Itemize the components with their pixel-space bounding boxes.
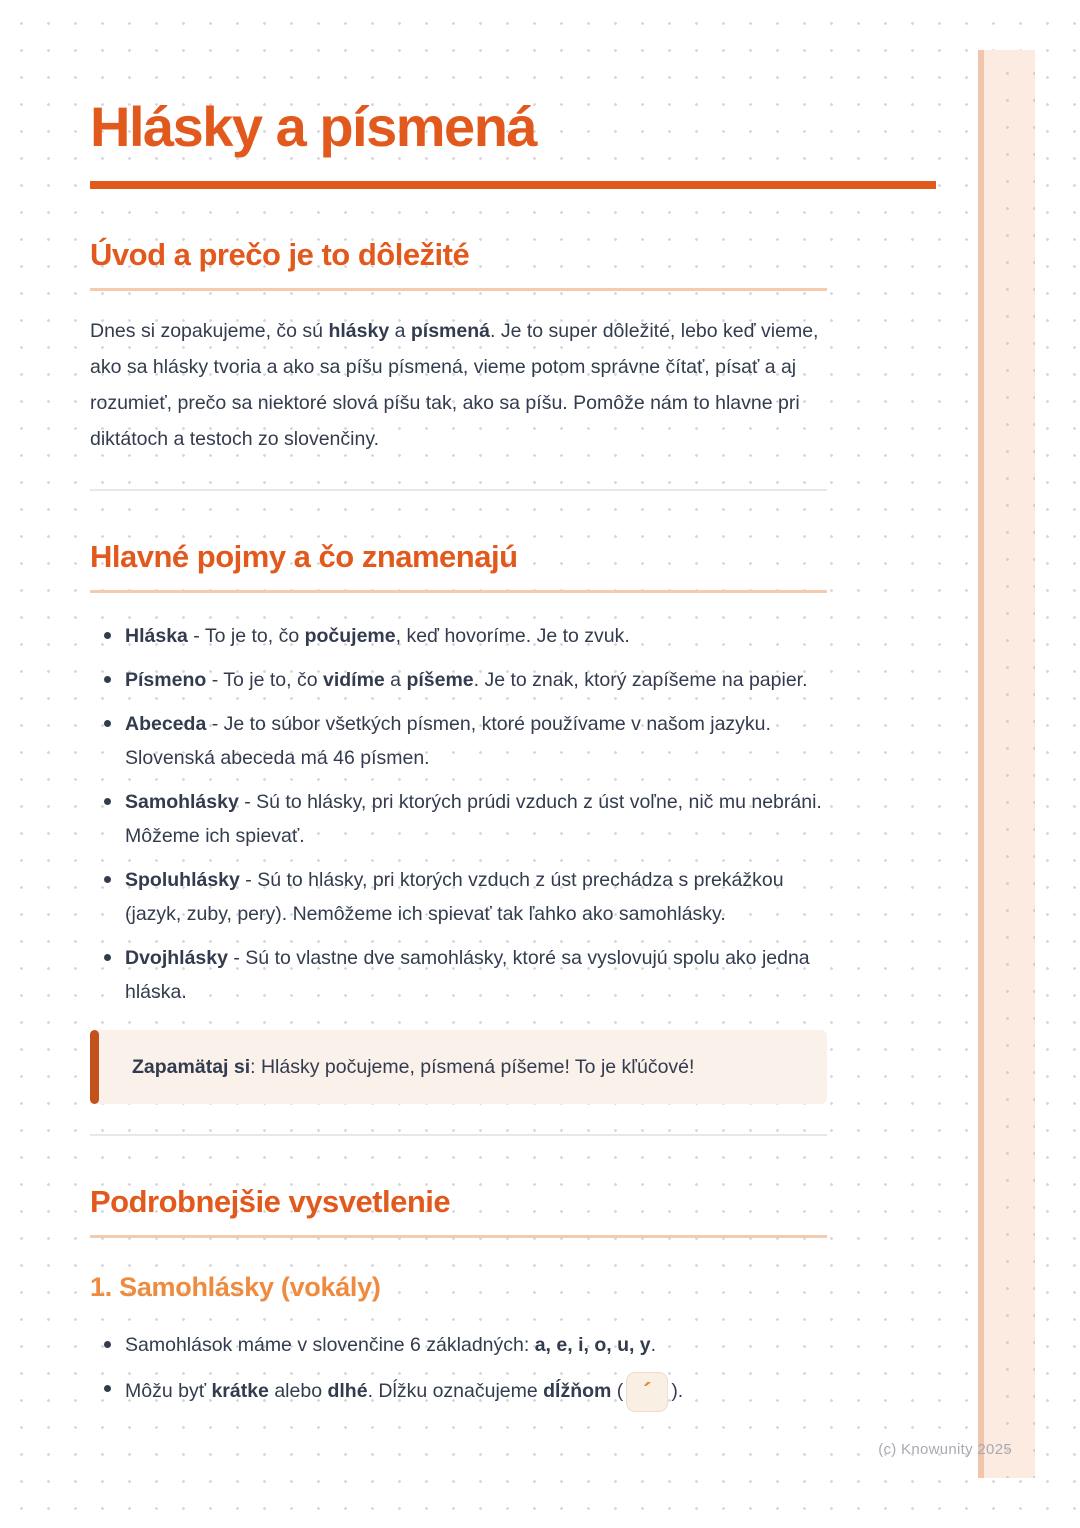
text-segment: Samohlások máme v slovenčine 6 základných: [125, 1334, 535, 1356]
section-concepts [90, 539, 936, 1009]
text-segment: a [384, 669, 407, 691]
text-segment: . Je to super dôležité, lebo keď vieme, ako sa hlásky tvoria a ako sa píšu písmená, vieme potom správne čítať, písať a aj rozumieť, prečo sa niektoré slová píšu tak, ako sa píšu. Pomôže nám to hlavne pri diktátoch a testoch zo slovenčiny. [90, 320, 819, 450]
intro-paragraph [90, 313, 842, 457]
bold-text: písmená [410, 320, 490, 342]
list-item-abeceda [90, 707, 842, 775]
concepts-list [90, 619, 842, 1009]
bold-text: vidíme [322, 669, 385, 691]
bold-text: Písmeno [125, 669, 207, 691]
text-segment: Môžu byť [125, 1380, 212, 1403]
text-segment: - To je to, čo [206, 669, 323, 691]
remember-callout [90, 1030, 827, 1104]
list-item-hlaska [90, 619, 842, 653]
bold-text: dlhé [327, 1380, 368, 1403]
section-intro [90, 237, 936, 457]
document-page [90, 0, 936, 1422]
bold-text: krátke [211, 1380, 269, 1403]
text-segment: ). [671, 1380, 684, 1403]
list-item-pismeno [90, 663, 842, 697]
list-item-vowels-basic [90, 1328, 842, 1362]
page-edge-stripe [978, 50, 1035, 1478]
text-segment: . [650, 1334, 657, 1356]
text-segment: - Sú to vlastne dve samohlásky, ktoré sa vyslovujú spolu ako jedna hláska. [125, 947, 810, 1003]
text-segment: . Dĺžku označujeme [367, 1380, 544, 1403]
text-segment: ( [611, 1380, 624, 1403]
section-details-heading: Podrobnejšie vysvetlenie [90, 1184, 451, 1219]
list-item-samohlasky [90, 785, 842, 853]
dlzen-accent-chip: ´ [626, 1372, 668, 1412]
text-segment: alebo [268, 1380, 328, 1403]
heading-underline [90, 1235, 827, 1238]
text-segment: : Hlásky počujeme, písmená píšeme! To je kľúčové! [250, 1056, 695, 1078]
copyright-footer: (c) Knowunity 2025 [878, 1441, 1012, 1458]
text-segment: - Je to súbor všetkých písmen, ktoré používame v našom jazyku. Slovenská abeceda má 46 písmen. [125, 713, 771, 769]
text-segment: - Sú to hlásky, pri ktorých vzduch z úst prechádza s prekážkou (jazyk, zuby, pery). Nemôžeme ich spievať tak ľahko ako samohlásky. [125, 869, 784, 925]
list-item-dvojhlasky [90, 941, 842, 1009]
text-segment: Dnes si zopakujeme, čo sú [90, 320, 329, 342]
bold-text: Samohlásky [125, 791, 239, 813]
heading-underline [90, 590, 827, 593]
text-segment: a [389, 320, 411, 342]
page-title: Hlásky a písmená [90, 95, 537, 158]
subsection-vowels-heading: 1. Samohlásky (vokály) [90, 1272, 381, 1302]
bold-text: Abeceda [125, 713, 207, 735]
bold-text: počujeme [304, 625, 396, 647]
section-concepts-heading: Hlavné pojmy a čo znamenajú [90, 539, 518, 574]
text-segment: - Sú to hlásky, pri ktorých prúdi vzduch z úst voľne, nič mu nebráni. Môžeme ich spievať. [125, 791, 822, 847]
section-intro-heading: Úvod a prečo je to dôležité [90, 237, 470, 272]
bold-text: a, e, i, o, u, y [534, 1334, 651, 1356]
bold-text: píšeme [406, 669, 474, 691]
section-divider [90, 1134, 827, 1136]
vowels-list [90, 1328, 842, 1412]
bold-text: Spoluhlásky [125, 869, 240, 891]
section-divider [90, 489, 827, 491]
list-item-spoluhlasky [90, 863, 842, 931]
bold-text: Dvojhlásky [125, 947, 228, 969]
section-details [90, 1184, 936, 1412]
text-segment: . Je to znak, ktorý zapíšeme na papier. [473, 669, 808, 691]
text-segment: - To je to, čo [187, 625, 305, 647]
bold-text: dĺžňom [543, 1380, 612, 1403]
list-item-vowels-length [90, 1372, 842, 1412]
heading-underline [90, 288, 827, 291]
text-segment: , keď hovoríme. Je to zvuk. [395, 625, 630, 647]
bold-text: Zapamätaj si [132, 1056, 251, 1078]
callout-text [116, 1056, 801, 1078]
bold-text: Hláska [125, 625, 188, 647]
title-rule [90, 181, 936, 189]
bold-text: hlásky [328, 320, 390, 342]
